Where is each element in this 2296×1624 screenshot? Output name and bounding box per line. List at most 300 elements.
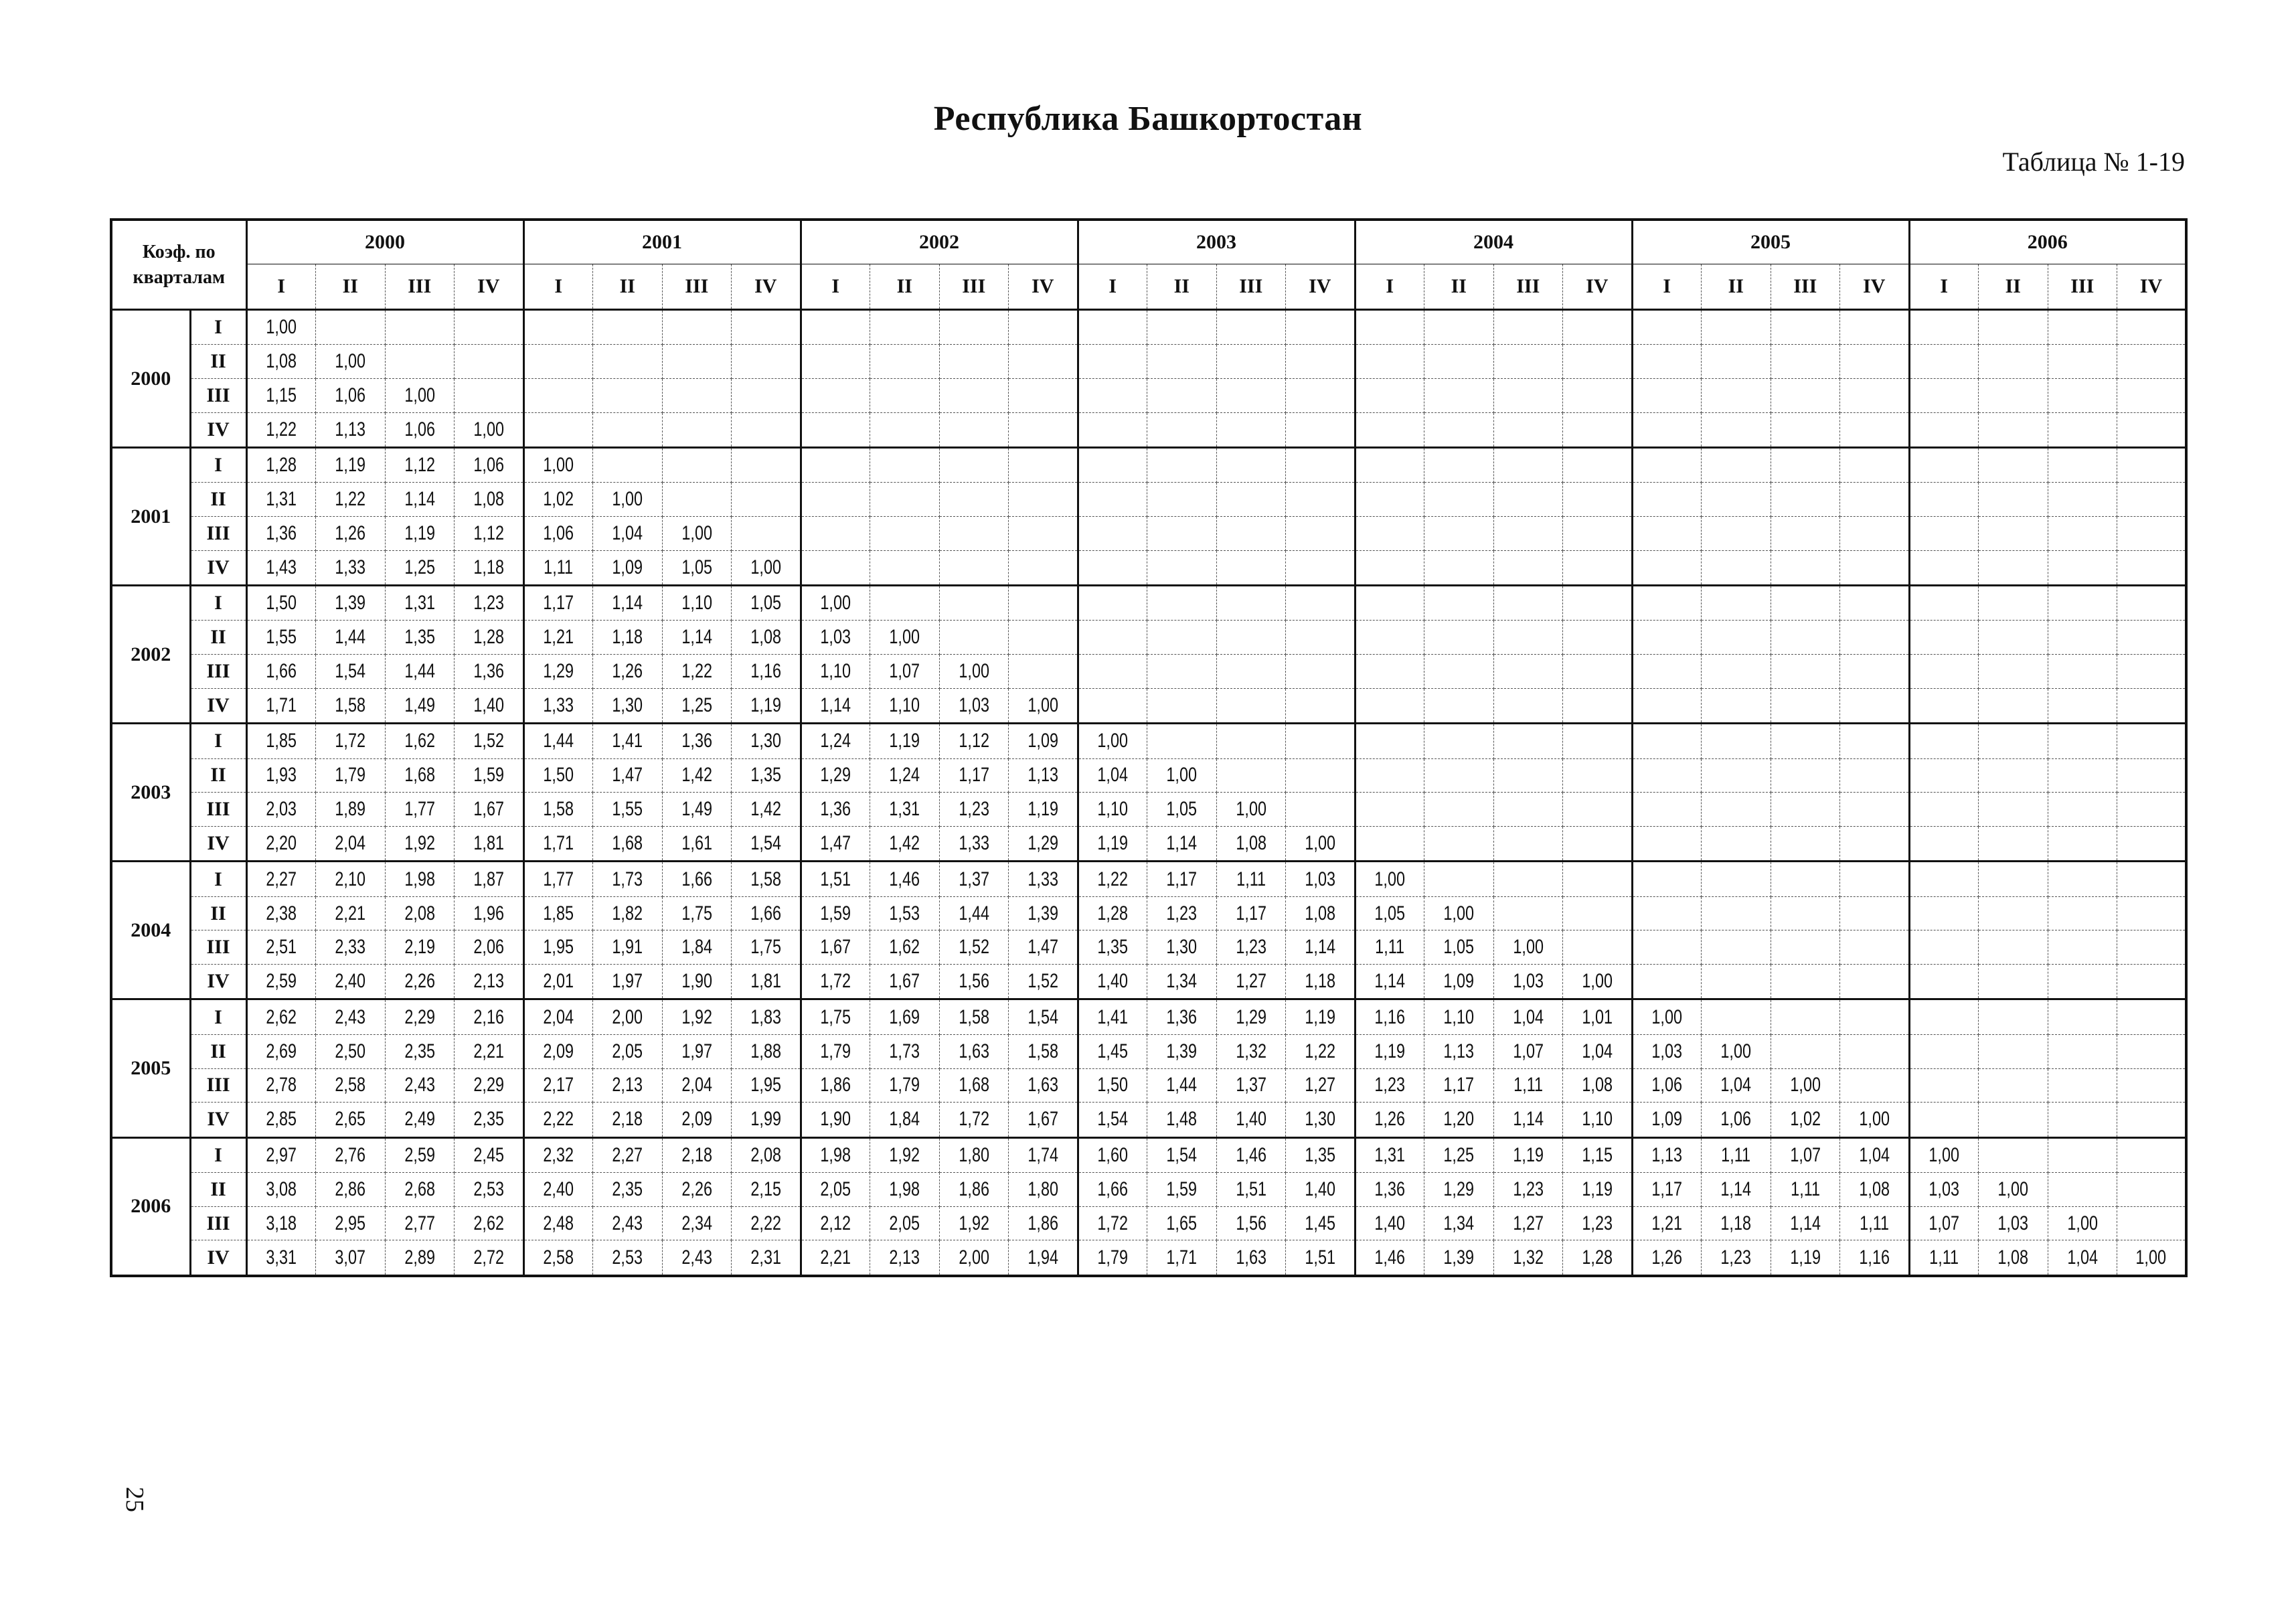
coefficient-value: 1,00: [1929, 1143, 1960, 1166]
coefficient-cell: [593, 379, 663, 413]
coefficient-cell: [2048, 1206, 2117, 1240]
coefficient-value: 2,45: [473, 1143, 504, 1166]
coefficient-value: 1,10: [1443, 1005, 1475, 1028]
coefficient-cell: [1840, 724, 1910, 758]
coefficient-value: 1,42: [889, 832, 920, 855]
coefficient-value: 1,00: [1374, 868, 1406, 890]
coefficient-value: 1,17: [1166, 868, 1198, 890]
coefficient-cell: [801, 310, 870, 345]
coefficient-cell: [1424, 379, 1494, 413]
coefficient-value: 2,04: [681, 1074, 712, 1097]
coefficient-value: 1,31: [266, 488, 297, 511]
coefficient-cell: [1147, 724, 1217, 758]
coefficient-value: 2,22: [750, 1212, 781, 1234]
coefficient-cell: [801, 379, 870, 413]
coefficient-cell: [801, 689, 870, 724]
coefficient-value: 2,08: [404, 902, 435, 924]
coefficient-value: 1,36: [1166, 1005, 1198, 1028]
coefficient-value: 3,18: [266, 1212, 297, 1234]
table-row: [111, 827, 2186, 862]
coefficient-cell: [1355, 930, 1424, 965]
coefficient-value: 1,40: [1374, 1212, 1406, 1234]
coefficient-cell: [2048, 483, 2117, 517]
coefficient-value: 1,36: [1374, 1178, 1406, 1200]
coefficient-cell: [523, 550, 593, 585]
coefficient-cell: [1078, 1172, 1147, 1206]
coefficient-value: 1,00: [820, 592, 851, 615]
coefficient-cell: [2048, 1240, 2117, 1276]
coefficient-value: 1,37: [1235, 1074, 1266, 1097]
coefficient-cell: [2117, 793, 2187, 827]
coefficient-cell: [523, 1068, 593, 1103]
row-quarter-label: IV: [190, 412, 246, 447]
coefficient-cell: [316, 1137, 386, 1172]
coefficient-cell: [1771, 379, 1840, 413]
coefficient-cell: [1493, 862, 1563, 896]
coefficient-value: 1,40: [1097, 970, 1129, 993]
coefficient-cell: [662, 310, 732, 345]
coefficient-cell: [1979, 862, 2048, 896]
coefficient-cell: [455, 896, 524, 930]
coefficient-value: 1,00: [612, 488, 643, 511]
coefficient-cell: [1702, 1240, 1771, 1276]
table-row: [111, 999, 2186, 1034]
coefficient-value: 1,44: [1166, 1074, 1198, 1097]
coefficient-value: 1,00: [1720, 1040, 1752, 1062]
coefficient-value: 2,85: [266, 1108, 297, 1131]
coefficient-value: 1,74: [1027, 1143, 1058, 1166]
coefficient-value: 1,79: [889, 1074, 920, 1097]
coefficient-value: 1,00: [1304, 832, 1335, 855]
coefficient-cell: [1702, 412, 1771, 447]
coefficient-cell: [1702, 1034, 1771, 1068]
coefficient-cell: [246, 689, 316, 724]
coefficient-cell: [1424, 930, 1494, 965]
coefficient-value: 2,48: [543, 1212, 574, 1234]
coefficient-value: 1,39: [335, 592, 366, 615]
coefficient-value: 1,03: [1512, 970, 1544, 993]
coefficient-cell: [1424, 345, 1494, 379]
coefficient-cell: [1286, 724, 1356, 758]
coefficient-value: 1,44: [335, 626, 366, 649]
coefficient-value: 1,29: [543, 660, 574, 683]
coefficient-cell: [455, 586, 524, 621]
coefficient-cell: [1286, 758, 1356, 793]
coefficient-cell: [1979, 1068, 2048, 1103]
coefficient-cell: [1286, 1034, 1356, 1068]
coefficient-value: 1,30: [1166, 936, 1198, 959]
coefficient-cell: [593, 517, 663, 551]
coefficient-cell: [1493, 1103, 1563, 1137]
coefficient-cell: [455, 1068, 524, 1103]
coefficient-cell: [2048, 1068, 2117, 1103]
coefficient-cell: [1286, 483, 1356, 517]
coefficient-cell: [1147, 689, 1217, 724]
coefficient-cell: [1216, 412, 1286, 447]
coefficient-cell: [316, 1034, 386, 1068]
table-row: [111, 1034, 2186, 1068]
coefficient-cell: [801, 655, 870, 689]
coefficient-cell: [732, 1172, 801, 1206]
row-year-label: 2005: [111, 999, 190, 1137]
coefficient-cell: [523, 965, 593, 999]
coefficient-cell: [593, 1240, 663, 1276]
coefficient-value: 1,46: [889, 868, 920, 890]
coefficient-cell: [2048, 448, 2117, 483]
coefficient-value: 1,66: [750, 902, 781, 924]
coefficient-cell: [1563, 379, 1633, 413]
coefficient-cell: [1424, 758, 1494, 793]
coefficient-cell: [593, 586, 663, 621]
coefficient-cell: [1563, 724, 1633, 758]
coefficient-cell: [1771, 1206, 1840, 1240]
table-row: [111, 1240, 2186, 1276]
coefficient-cell: [1909, 310, 1979, 345]
coefficient-cell: [523, 862, 593, 896]
coefficient-cell: [1563, 517, 1633, 551]
coefficient-cell: [1840, 930, 1910, 965]
coefficient-cell: [455, 550, 524, 585]
coefficient-cell: [455, 621, 524, 655]
coefficient-cell: [455, 862, 524, 896]
coefficient-cell: [1147, 1034, 1217, 1068]
column-quarter-header: II: [1979, 264, 2048, 310]
coefficient-cell: [870, 483, 940, 517]
row-quarter-label: III: [190, 793, 246, 827]
column-year-header: 2002: [801, 220, 1078, 264]
coefficient-cell: [2048, 621, 2117, 655]
coefficient-value: 1,00: [889, 626, 920, 649]
coefficient-cell: [593, 1068, 663, 1103]
coefficient-cell: [1563, 412, 1633, 447]
coefficient-cell: [1078, 310, 1147, 345]
coefficient-cell: [732, 724, 801, 758]
coefficient-cell: [939, 345, 1009, 379]
coefficient-cell: [1979, 655, 2048, 689]
coefficient-cell: [593, 655, 663, 689]
coefficient-value: 2,18: [612, 1108, 643, 1131]
coefficient-cell: [2048, 1137, 2117, 1172]
coefficient-cell: [1702, 724, 1771, 758]
coefficient-value: 1,79: [1097, 1246, 1129, 1269]
coefficient-value: 2,03: [266, 798, 297, 821]
coefficient-cell: [1493, 1206, 1563, 1240]
coefficient-value: 1,26: [335, 522, 366, 545]
row-quarter-label: II: [190, 1172, 246, 1206]
coefficient-cell: [870, 550, 940, 585]
coefficient-value: 2,34: [681, 1212, 712, 1234]
coefficient-cell: [1216, 1172, 1286, 1206]
coefficient-value: 1,34: [1166, 970, 1198, 993]
coefficient-cell: [1840, 827, 1910, 862]
coefficient-cell: [1702, 930, 1771, 965]
coefficient-cell: [1840, 655, 1910, 689]
coefficient-cell: [1771, 1137, 1840, 1172]
coefficient-cell: [2117, 448, 2187, 483]
coefficient-cell: [2117, 999, 2187, 1034]
coefficient-value: 1,22: [1097, 868, 1129, 890]
coefficient-value: 2,65: [335, 1108, 366, 1131]
coefficient-cell: [662, 379, 732, 413]
coefficient-value: 1,65: [1166, 1212, 1198, 1234]
coefficient-cell: [1493, 689, 1563, 724]
coefficient-value: 1,23: [1374, 1074, 1406, 1097]
coefficient-cell: [1493, 896, 1563, 930]
coefficient-cell: [1493, 999, 1563, 1034]
coefficient-value: 1,31: [404, 592, 435, 615]
coefficient-cell: [1702, 345, 1771, 379]
coefficient-cell: [1632, 655, 1702, 689]
coefficient-cell: [732, 1068, 801, 1103]
coefficient-value: 1,29: [1443, 1178, 1475, 1200]
coefficient-value: 1,72: [335, 730, 366, 752]
column-quarter-header: III: [385, 264, 455, 310]
coefficient-value: 1,29: [820, 764, 851, 787]
coefficient-cell: [1563, 999, 1633, 1034]
coefficient-value: 1,00: [1097, 730, 1129, 752]
coefficient-cell: [385, 1172, 455, 1206]
column-quarter-header: II: [1147, 264, 1217, 310]
coefficient-value: 1,29: [1027, 832, 1058, 855]
coefficient-cell: [1632, 345, 1702, 379]
coefficient-cell: [1078, 999, 1147, 1034]
coefficient-cell: [455, 827, 524, 862]
coefficient-cell: [939, 724, 1009, 758]
coefficient-cell: [1147, 1206, 1217, 1240]
coefficient-value: 1,17: [1651, 1178, 1683, 1200]
coefficient-cell: [246, 965, 316, 999]
coefficient-cell: [2048, 965, 2117, 999]
coefficient-cell: [801, 1172, 870, 1206]
column-quarter-header: III: [2048, 264, 2117, 310]
coefficient-cell: [1979, 517, 2048, 551]
coefficient-cell: [1078, 517, 1147, 551]
coefficient-value: 2,43: [612, 1212, 643, 1234]
coefficient-value: 1,14: [1512, 1108, 1544, 1131]
coefficient-cell: [1840, 758, 1910, 793]
coefficient-cell: [939, 689, 1009, 724]
coefficient-value: 1,81: [473, 832, 504, 855]
coefficient-cell: [1147, 621, 1217, 655]
coefficient-cell: [1286, 999, 1356, 1034]
coefficient-cell: [2117, 896, 2187, 930]
coefficient-value: 1,14: [404, 488, 435, 511]
coefficient-cell: [732, 586, 801, 621]
coefficient-cell: [2048, 1034, 2117, 1068]
coefficient-cell: [1078, 655, 1147, 689]
coefficient-value: 1,05: [1374, 902, 1406, 924]
coefficient-value: 2,62: [473, 1212, 504, 1234]
coefficient-value: 1,15: [1581, 1143, 1613, 1166]
coefficient-cell: [2048, 896, 2117, 930]
coefficient-value: 1,17: [1443, 1074, 1475, 1097]
coefficient-cell: [2117, 1206, 2187, 1240]
coefficient-value: 1,07: [1929, 1212, 1960, 1234]
coefficient-cell: [939, 655, 1009, 689]
table-row: [111, 655, 2186, 689]
coefficient-cell: [1771, 1068, 1840, 1103]
coefficient-value: 2,50: [335, 1040, 366, 1062]
coefficient-cell: [1424, 1206, 1494, 1240]
coefficient-value: 1,72: [820, 970, 851, 993]
coefficient-value: 1,52: [958, 936, 989, 959]
coefficient-cell: [316, 999, 386, 1034]
coefficient-value: 1,43: [266, 556, 297, 579]
coefficient-cell: [1216, 1103, 1286, 1137]
coefficient-cell: [662, 827, 732, 862]
coefficient-cell: [662, 896, 732, 930]
coefficient-cell: [939, 1172, 1009, 1206]
coefficient-cell: [523, 621, 593, 655]
coefficient-cell: [1563, 1103, 1633, 1137]
coefficient-cell: [316, 412, 386, 447]
coefficient-cell: [1286, 1240, 1356, 1276]
coefficient-cell: [1909, 1240, 1979, 1276]
coefficient-cell: [1632, 999, 1702, 1034]
coefficient-value: 2,06: [473, 936, 504, 959]
coefficient-cell: [1355, 345, 1424, 379]
coefficient-cell: [1909, 793, 1979, 827]
coefficient-cell: [385, 310, 455, 345]
coefficient-cell: [939, 412, 1009, 447]
coefficient-cell: [2048, 345, 2117, 379]
table-row: [111, 758, 2186, 793]
coefficient-cell: [1078, 689, 1147, 724]
coefficient-value: 1,03: [1651, 1040, 1683, 1062]
coefficient-cell: [1840, 448, 1910, 483]
coefficient-value: 1,68: [958, 1074, 989, 1097]
coefficient-cell: [1009, 412, 1078, 447]
table-row: [111, 724, 2186, 758]
coefficient-value: 1,19: [1374, 1040, 1406, 1062]
coefficient-cell: [662, 999, 732, 1034]
coefficient-cell: [1216, 448, 1286, 483]
coefficient-cell: [732, 655, 801, 689]
coefficient-value: 1,19: [1027, 798, 1058, 821]
row-quarter-label: II: [190, 758, 246, 793]
coefficient-cell: [1147, 793, 1217, 827]
coefficient-cell: [939, 965, 1009, 999]
coefficient-value: 1,00: [1789, 1074, 1821, 1097]
coefficient-cell: [523, 689, 593, 724]
coefficient-value: 2,15: [750, 1178, 781, 1200]
coefficient-cell: [385, 862, 455, 896]
coefficient-value: 1,90: [820, 1108, 851, 1131]
coefficient-value: 1,19: [1097, 832, 1129, 855]
coefficient-value: 1,27: [1512, 1212, 1544, 1234]
coefficient-value: 1,25: [1443, 1143, 1475, 1166]
column-quarter-header: II: [316, 264, 386, 310]
coefficient-cell: [1771, 1034, 1840, 1068]
coefficient-cell: [1355, 1068, 1424, 1103]
coefficient-cell: [1840, 345, 1910, 379]
column-quarter-header: IV: [1286, 264, 1356, 310]
coefficient-cell: [1078, 1137, 1147, 1172]
coefficient-cell: [870, 448, 940, 483]
coefficient-cell: [1424, 793, 1494, 827]
coefficient-cell: [939, 1034, 1009, 1068]
coefficient-cell: [316, 827, 386, 862]
coefficient-cell: [593, 827, 663, 862]
coefficient-cell: [2117, 1068, 2187, 1103]
coefficient-cell: [939, 930, 1009, 965]
coefficient-cell: [316, 1172, 386, 1206]
coefficient-cell: [1979, 827, 2048, 862]
coefficient-value: 1,91: [612, 936, 643, 959]
coefficient-cell: [870, 896, 940, 930]
coefficient-cell: [870, 1240, 940, 1276]
coefficient-cell: [870, 758, 940, 793]
table-row: [111, 793, 2186, 827]
coefficient-value: 1,20: [1443, 1108, 1475, 1131]
coefficient-value: 1,30: [612, 694, 643, 717]
coefficient-cell: [1078, 896, 1147, 930]
coefficient-cell: [1355, 621, 1424, 655]
coefficient-cell: [2048, 724, 2117, 758]
coefficient-cell: [1147, 412, 1217, 447]
coefficient-cell: [593, 1137, 663, 1172]
coefficient-cell: [732, 689, 801, 724]
coefficient-cell: [1771, 517, 1840, 551]
coefficient-cell: [1493, 793, 1563, 827]
coefficient-value: 1,47: [1027, 936, 1058, 959]
coefficient-cell: [1286, 621, 1356, 655]
coefficient-cell: [1840, 1172, 1910, 1206]
coefficient-cell: [385, 586, 455, 621]
coefficient-value: 1,19: [1304, 1005, 1335, 1028]
coefficient-value: 1,56: [1235, 1212, 1266, 1234]
coefficient-value: 1,00: [1443, 902, 1475, 924]
coefficient-value: 2,05: [612, 1040, 643, 1062]
coefficient-value: 1,00: [335, 350, 366, 373]
coefficient-value: 1,31: [1374, 1143, 1406, 1166]
coefficient-cell: [1493, 827, 1563, 862]
coefficient-value: 1,00: [1858, 1108, 1890, 1131]
coefficient-value: 1,82: [612, 902, 643, 924]
coefficient-value: 2,22: [543, 1108, 574, 1131]
table-row: [111, 1172, 2186, 1206]
coefficient-cell: [1702, 965, 1771, 999]
coefficient-cell: [2117, 310, 2187, 345]
coefficient-cell: [801, 930, 870, 965]
coefficient-cell: [1702, 310, 1771, 345]
coefficient-value: 1,44: [543, 730, 574, 752]
coefficient-value: 1,14: [820, 694, 851, 717]
coefficient-cell: [455, 517, 524, 551]
coefficient-value: 2,53: [612, 1246, 643, 1269]
coefficient-cell: [1355, 862, 1424, 896]
coefficient-value: 1,72: [958, 1108, 989, 1131]
coefficient-value: 1,00: [1997, 1178, 2029, 1200]
coefficient-cell: [385, 517, 455, 551]
coefficient-cell: [455, 1172, 524, 1206]
coefficient-cell: [1216, 550, 1286, 585]
coefficient-cell: [662, 724, 732, 758]
coefficient-cell: [1632, 689, 1702, 724]
row-year-label: 2002: [111, 586, 190, 724]
coefficient-value: 1,16: [1858, 1246, 1890, 1269]
coefficient-value: 1,88: [750, 1040, 781, 1062]
coefficient-cell: [246, 621, 316, 655]
coefficient-value: 1,66: [681, 868, 712, 890]
coefficient-value: 1,13: [1027, 764, 1058, 787]
coefficient-value: 1,39: [1027, 902, 1058, 924]
coefficient-value: 1,19: [1512, 1143, 1544, 1166]
coefficient-cell: [2117, 724, 2187, 758]
column-quarter-header: II: [593, 264, 663, 310]
coefficient-value: 1,06: [404, 418, 435, 440]
coefficient-cell: [316, 689, 386, 724]
